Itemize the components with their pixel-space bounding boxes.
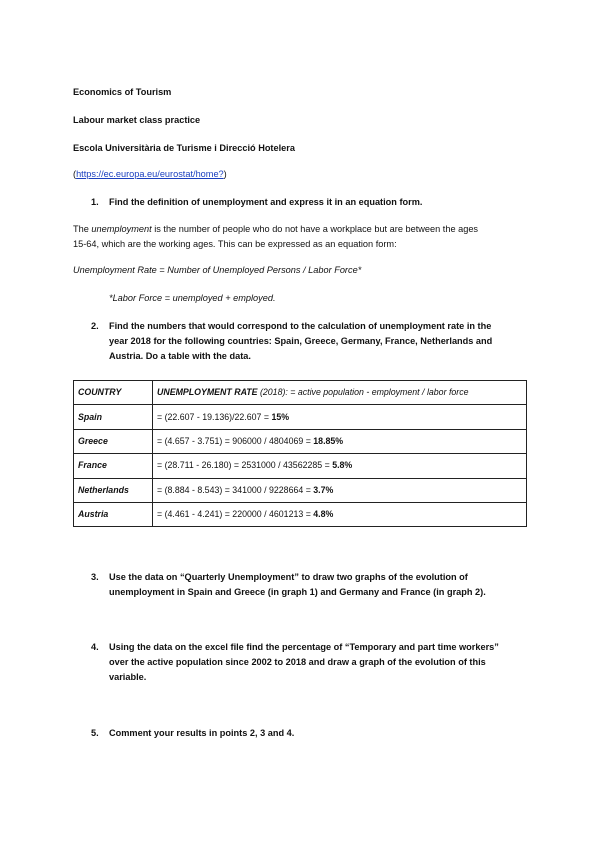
row-country: Austria	[74, 502, 153, 526]
question-4-line2: over the active population since 2002 to 2018 and draw a graph of the evolution of this	[109, 657, 486, 667]
row-formula: = (4.657 - 3.751) = 906000 / 4804069 =	[157, 436, 314, 447]
question-4-line3: variable.	[109, 672, 147, 682]
table-header-row	[74, 381, 527, 405]
table-row	[74, 454, 527, 478]
row-formula-cell	[153, 405, 527, 429]
question-4-number: 4.	[91, 642, 99, 652]
table-row	[74, 429, 527, 453]
paren-close: )	[223, 169, 227, 179]
row-formula-cell	[153, 478, 527, 502]
question-3-line1: Use the data on “Quarterly Unemployment” to draw two graphs of the evolution of	[109, 572, 468, 582]
row-formula: = (4.461 - 4.241) = 220000 / 4601213 =	[157, 509, 314, 520]
table-row	[74, 502, 527, 526]
header-country: COUNTRY	[74, 381, 153, 405]
question-5-text: Comment your results in points 2, 3 and 4.	[109, 728, 295, 738]
question-1-number: 1.	[91, 197, 99, 207]
row-formula-cell	[153, 502, 527, 526]
row-result: 18.85%	[313, 436, 344, 447]
header-rate-bold: UNEMPLOYMENT RATE	[157, 387, 258, 398]
header-rate	[153, 381, 527, 405]
source-link-line	[73, 168, 227, 181]
eurostat-link[interactable]: https://ec.europa.eu/eurostat/home?	[76, 169, 224, 179]
question-4-line1: Using the data on the excel file find the percentage of “Temporary and part time workers”	[109, 642, 499, 652]
row-country: Greece	[74, 429, 153, 453]
row-result: 5.8%	[332, 460, 353, 471]
answer-1-line1	[73, 223, 533, 236]
answer-1-pre: The	[73, 224, 92, 234]
row-result: 4.8%	[313, 509, 334, 520]
row-formula: = (28.711 - 26.180) = 2531000 / 43562285 =	[157, 460, 333, 471]
table-row	[74, 478, 527, 502]
row-formula-cell	[153, 454, 527, 478]
header-rate-rest: (2018): = active population - employment / labor force	[257, 387, 469, 398]
unemployment-table	[73, 380, 527, 527]
row-country: France	[74, 454, 153, 478]
school-name: Escola Universitària de Turisme i Direcció Hotelera	[73, 143, 295, 153]
paren-open: (	[73, 169, 77, 179]
question-5-number: 5.	[91, 728, 99, 738]
answer-1-line2: 15-64, which are the working ages. This can be expressed as an equation form:	[73, 239, 397, 249]
question-2-line1: Find the numbers that would correspond to the calculation of unemployment rate in the	[109, 321, 492, 331]
row-formula: = (8.884 - 8.543) = 341000 / 9228664 =	[157, 484, 314, 495]
row-country: Netherlands	[74, 478, 153, 502]
question-3-line2: unemployment in Spain and Greece (in graph 1) and Germany and France (in graph 2).	[109, 587, 486, 597]
question-3-number: 3.	[91, 572, 99, 582]
row-formula-cell	[153, 429, 527, 453]
row-country: Spain	[74, 405, 153, 429]
unemployment-equation: Unemployment Rate = Number of Unemployed Persons / Labor Force*	[73, 265, 362, 275]
course-title: Economics of Tourism	[73, 87, 172, 97]
question-1-text: Find the definition of unemployment and express it in an equation form.	[109, 197, 423, 207]
answer-1-term: unemployment	[91, 224, 152, 234]
table-row	[74, 405, 527, 429]
labor-force-footnote: *Labor Force = unemployed + employed.	[109, 293, 276, 303]
question-2-line3: Austria. Do a table with the data.	[109, 351, 251, 361]
practice-title: Labour market class practice	[73, 115, 201, 125]
row-result: 3.7%	[313, 484, 334, 495]
question-2-line2: year 2018 for the following countries: Spain, Greece, Germany, France, Netherlands and	[109, 336, 493, 346]
row-formula: = (22.607 - 19.136)/22.607 =	[157, 411, 272, 422]
answer-1-rest: is the number of people who do not have a workplace but are between the ages	[151, 224, 479, 234]
question-2-number: 2.	[91, 321, 99, 331]
row-result: 15%	[271, 411, 290, 422]
